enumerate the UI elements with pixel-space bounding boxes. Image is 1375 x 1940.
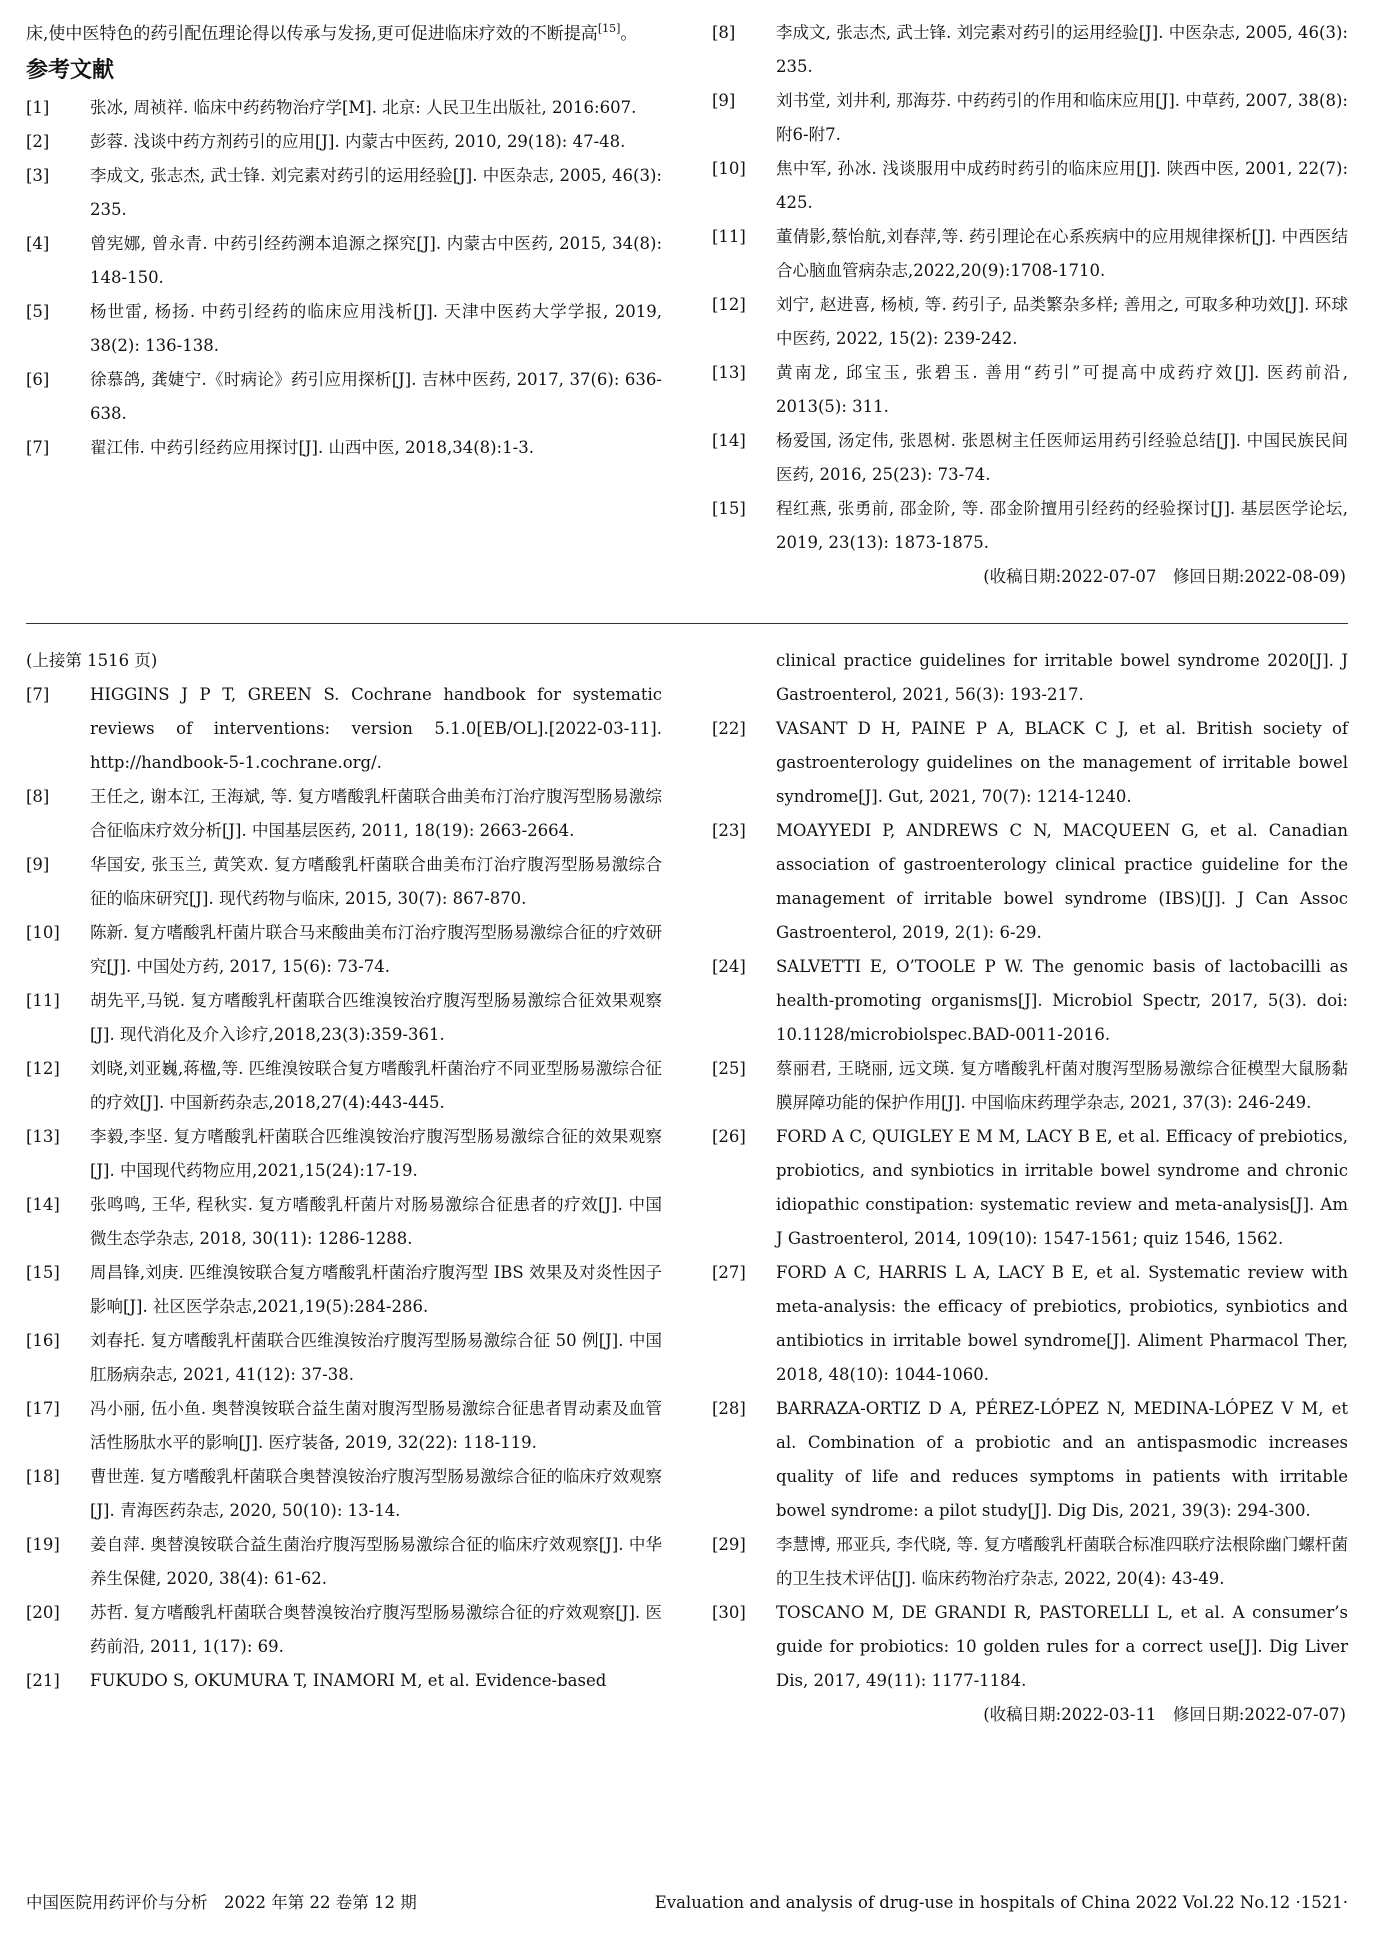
reference-item [712,814,1348,950]
reference-continuation: clinical practice guidelines for irritable bowel syndrome 2020[J]. J Gastroenterol, 2021, 56(3): 193-217. [776,651,1348,704]
reference-text: FUKUDO S, OKUMURA T, INAMORI M, et al. Evidence-based [90,1671,607,1690]
reference-text: 华国安, 张玉兰, 黄笑欢. 复方嗜酸乳杆菌联合曲美布汀治疗腹泻型肠易激综合征的临床研究[J]. 现代药物与临床, 2015, 30(7): 867-870. [90,855,662,908]
body-text: 床,使中医特色的药引配伍理论得以传承与发扬,更可促进临床疗效的不断提高 [26,24,598,44]
reference-number: [11] [712,227,746,246]
reference-item [26,1664,662,1698]
reference-item [26,916,662,984]
reference-number: [10] [26,923,60,942]
reference-text: 张鸣鸣, 王华, 程秋实. 复方嗜酸乳杆菌片对肠易激综合征患者的疗效[J]. 中国微生态学杂志, 2018, 30(11): 1286-1288. [90,1195,662,1248]
reference-text: 彭蓉. 浅谈中药方剂药引的应用[J]. 内蒙古中医药, 2010, 29(18): 47-48. [90,132,626,151]
reference-number: [12] [26,1059,60,1078]
reference-number: [18] [26,1467,60,1486]
reference-item [26,363,662,431]
reference-item [26,431,662,465]
reference-item [712,84,1348,152]
reference-item [712,220,1348,288]
reference-number: [22] [712,719,746,738]
reference-text: 杨爱国, 汤定伟, 张恩树. 张恩树主任医师运用药引经验总结[J]. 中国民族民间医药, 2016, 25(23): 73-74. [776,431,1348,484]
bottom-left-column [26,644,662,1698]
reference-item [26,1052,662,1120]
reference-item [26,91,662,125]
reference-number: [1] [26,98,50,117]
reference-text: 曹世莲. 复方嗜酸乳杆菌联合奥替溴铵治疗腹泻型肠易激综合征的临床疗效观察[J]. 青海医药杂志, 2020, 50(10): 13-14. [90,1467,662,1520]
reference-number: [17] [26,1399,60,1418]
reference-item [712,1120,1348,1256]
reference-list [712,16,1348,560]
reference-text: 焦中军, 孙冰. 浅谈服用中成药时药引的临床应用[J]. 陕西中医, 2001, 22(7): 425. [776,159,1348,212]
top-right-column [712,16,1348,594]
reference-number: [21] [26,1671,60,1690]
reference-item [26,780,662,848]
citation-superscript: [15] [597,22,621,35]
reference-text: 董倩影,蔡怡航,刘春萍,等. 药引理论在心系疾病中的应用规律探析[J]. 中西医结合心脑血管病杂志,2022,20(9):1708-1710. [776,227,1348,280]
reference-item [712,1596,1348,1698]
reference-number: [30] [712,1603,746,1622]
reference-list [26,678,662,1698]
reference-number: [2] [26,132,50,151]
reference-number: [12] [712,295,746,314]
reference-number: [24] [712,957,746,976]
reference-item [26,848,662,916]
reference-item [712,356,1348,424]
reference-number: [4] [26,234,50,253]
reference-text: 陈新. 复方嗜酸乳杆菌片联合马来酸曲美布汀治疗腹泻型肠易激综合征的疗效研究[J]. 中国处方药, 2017, 15(6): 73-74. [90,923,662,976]
reference-item [26,1324,662,1392]
reference-item [712,1256,1348,1392]
reference-number: [6] [26,370,50,389]
reference-text: HIGGINS J P T, GREEN S. Cochrane handbook for systematic reviews of interventions: version 5.1.0[EB/OL].[2022-03-11]. http://handbook-5-1.cochrane.org/. [90,685,662,772]
reference-item [712,1052,1348,1120]
reference-text: 张冰, 周祯祥. 临床中药药物治疗学[M]. 北京: 人民卫生出版社, 2016:607. [90,98,637,117]
references-heading: 参考文献 [26,58,115,83]
reference-text: 李成文, 张志杰, 武士锋. 刘完素对药引的运用经验[J]. 中医杂志, 2005, 46(3): 235. [776,23,1348,76]
reference-text: 刘宁, 赵进喜, 杨桢, 等. 药引子, 品类繁杂多样; 善用之, 可取多种功效[J]. 环球中医药, 2022, 15(2): 239-242. [776,295,1348,348]
reference-list [712,712,1348,1698]
reference-item [26,1528,662,1596]
reference-text: FORD A C, HARRIS L A, LACY B E, et al. Systematic review with meta-analysis: the efficacy of prebiotics, probiotics, synbiotics and antibiotics in irritable bowel syndrome[J]. Aliment Pharmacol Ther, 2018, 48(10): 1044-1060. [776,1263,1348,1384]
reference-text: VASANT D H, PAINE P A, BLACK C J, et al. British society of gastroenterology guidelines on the management of irritable bowel syndrome[J]. Gut, 2021, 70(7): 1214-1240. [776,719,1348,806]
reference-number: [10] [712,159,746,178]
reference-text: 胡先平,马锐. 复方嗜酸乳杆菌联合匹维溴铵治疗腹泻型肠易激综合征效果观察[J]. 现代消化及介入诊疗,2018,23(3):359-361. [90,991,662,1044]
reference-text: 姜自萍. 奥替溴铵联合益生菌治疗腹泻型肠易激综合征的临床疗效观察[J]. 中华养生保健, 2020, 38(4): 61-62. [90,1535,662,1588]
reference-item [26,1596,662,1664]
reference-number: [20] [26,1603,60,1622]
reference-item [26,1460,662,1528]
reference-item [26,1392,662,1460]
reference-number: [29] [712,1535,746,1554]
reference-text: 苏哲. 复方嗜酸乳杆菌联合奥替溴铵治疗腹泻型肠易激综合征的疗效观察[J]. 医药前沿, 2011, 1(17): 69. [90,1603,662,1656]
journal-name-cn: 中国医院用药评价与分析 2022 年第 22 卷第 12 期 [26,1893,417,1912]
reference-number: [3] [26,166,50,185]
reference-item [26,125,662,159]
reference-item [26,159,662,227]
received-revised-dates: (收稿日期:2022-03-11 修回日期:2022-07-07) [983,1705,1346,1724]
reference-text: BARRAZA-ORTIZ D A, PÉREZ-LÓPEZ N, MEDINA-LÓPEZ V M, et al. Combination of a probiotic and an antispasmodic increases quality of life and reduces symptoms in patients with irritable bowel syndrome: a pilot study[J]. Dig Dis, 2021, 39(3): 294-300. [776,1399,1348,1520]
reference-text: MOAYYEDI P, ANDREWS C N, MACQUEEN G, et al. Canadian association of gastroenterology clinical practice guideline for the management of irritable bowel syndrome (IBS)[J]. J Can Assoc Gastroenterol, 2019, 2(1): 6-29. [776,821,1348,942]
journal-name-en-page-number: Evaluation and analysis of drug-use in hospitals of China 2022 Vol.22 No.12 ·1521· [654,1893,1348,1912]
reference-item [712,152,1348,220]
reference-text: 杨世雷, 杨扬. 中药引经药的临床应用浅析[J]. 天津中医药大学学报, 2019, 38(2): 136-138. [90,302,662,355]
reference-number: [19] [26,1535,60,1554]
continued-from-note: (上接第 1516 页) [26,651,158,670]
body-paragraph [26,12,662,51]
reference-number: [5] [26,302,50,321]
top-left-column [26,12,662,465]
reference-number: [8] [712,23,736,42]
reference-number: [15] [26,1263,60,1282]
page-footer [26,1888,1348,1918]
reference-text: SALVETTI E, O’TOOLE P W. The genomic basis of lactobacilli as health-promoting organisms[J]. Microbiol Spectr, 2017, 5(3). doi: 10.1128/microbiolspec.BAD-0011-2016. [776,957,1348,1044]
reference-text: 李慧博, 邢亚兵, 李代晓, 等. 复方嗜酸乳杆菌联合标准四联疗法根除幽门螺杆菌的卫生技术评估[J]. 临床药物治疗杂志, 2022, 20(4): 43-49. [776,1535,1348,1588]
reference-number: [25] [712,1059,746,1078]
reference-text: 李成文, 张志杰, 武士锋. 刘完素对药引的运用经验[J]. 中医杂志, 2005, 46(3): 235. [90,166,662,219]
reference-number: [28] [712,1399,746,1418]
reference-number: [13] [26,1127,60,1146]
reference-number: [8] [26,787,50,806]
reference-text: 冯小丽, 伍小鱼. 奥替溴铵联合益生菌对腹泻型肠易激综合征患者胃动素及血管活性肠肽水平的影响[J]. 医疗装备, 2019, 32(22): 118-119. [90,1399,662,1452]
reference-text: 曾宪娜, 曾永青. 中药引经药溯本追源之探究[J]. 内蒙古中医药, 2015, 34(8): 148-150. [90,234,662,287]
reference-number: [26] [712,1127,746,1146]
reference-number: [9] [712,91,736,110]
reference-text: 李毅,李坚. 复方嗜酸乳杆菌联合匹维溴铵治疗腹泻型肠易激综合征的效果观察[J]. 中国现代药物应用,2021,15(24):17-19. [90,1127,662,1180]
reference-item [712,492,1348,560]
reference-number: [9] [26,855,50,874]
reference-number: [27] [712,1263,746,1282]
reference-list [26,91,662,465]
reference-item [26,678,662,780]
reference-number: [16] [26,1331,60,1350]
reference-item [712,1528,1348,1596]
reference-item [712,288,1348,356]
reference-text: 刘晓,刘亚巍,蒋楹,等. 匹维溴铵联合复方嗜酸乳杆菌治疗不同亚型肠易激综合征的疗效[J]. 中国新药杂志,2018,27(4):443-445. [90,1059,662,1112]
section-divider [26,623,1348,624]
reference-number: [7] [26,685,50,704]
reference-text: 刘春托. 复方嗜酸乳杆菌联合匹维溴铵治疗腹泻型肠易激综合征 50 例[J]. 中国肛肠病杂志, 2021, 41(12): 37-38. [90,1331,662,1384]
reference-text: 蔡丽君, 王晓丽, 远文瑛. 复方嗜酸乳杆菌对腹泻型肠易激综合征模型大鼠肠黏膜屏障功能的保护作用[J]. 中国临床药理学杂志, 2021, 37(3): 246-249. [776,1059,1348,1112]
reference-item [712,424,1348,492]
reference-item [712,1392,1348,1528]
reference-text: FORD A C, QUIGLEY E M M, LACY B E, et al. Efficacy of prebiotics, probiotics, and synbiotics in irritable bowel syndrome and chronic idiopathic constipation: systematic review and meta-analysis[J]. Am J Gastroenterol, 2014, 109(10): 1547-1561; quiz 1546, 1562. [776,1127,1348,1248]
reference-number: [11] [26,991,60,1010]
reference-number: [13] [712,363,746,382]
reference-item [26,984,662,1052]
reference-item [26,1120,662,1188]
reference-item [712,712,1348,814]
reference-number: [14] [26,1195,60,1214]
received-revised-dates: (收稿日期:2022-07-07 修回日期:2022-08-09) [983,567,1346,586]
reference-text: 王任之, 谢本江, 王海斌, 等. 复方嗜酸乳杆菌联合曲美布汀治疗腹泻型肠易激综合征临床疗效分析[J]. 中国基层医药, 2011, 18(19): 2663-2664. [90,787,662,840]
reference-item [712,950,1348,1052]
reference-item [26,295,662,363]
reference-number: [15] [712,499,746,518]
reference-item [712,16,1348,84]
bottom-right-column [712,644,1348,1732]
reference-text: 刘书堂, 刘井利, 那海芬. 中药药引的作用和临床应用[J]. 中草药, 2007, 38(8): 附6-附7. [776,91,1348,144]
body-end: 。 [620,24,638,44]
reference-item [26,1188,662,1256]
reference-text: TOSCANO M, DE GRANDI R, PASTORELLI L, et al. A consumer’s guide for probiotics: 10 golden rules for a correct use[J]. Dig Liver Dis, 2017, 49(11): 1177-1184. [776,1603,1348,1690]
reference-text: 程红燕, 张勇前, 邵金阶, 等. 邵金阶擅用引经药的经验探讨[J]. 基层医学论坛, 2019, 23(13): 1873-1875. [776,499,1348,552]
reference-number: [23] [712,821,746,840]
reference-number: [7] [26,438,50,457]
reference-text: 周昌锋,刘庚. 匹维溴铵联合复方嗜酸乳杆菌治疗腹泻型 IBS 效果及对炎性因子影响[J]. 社区医学杂志,2021,19(5):284-286. [90,1263,662,1316]
reference-item [26,227,662,295]
reference-text: 徐慕鸽, 龚婕宁.《时病论》药引应用探析[J]. 吉林中医药, 2017, 37(6): 636-638. [90,370,662,423]
reference-text: 黄南龙, 邱宝玉, 张碧玉. 善用“药引”可提高中成药疗效[J]. 医药前沿, 2013(5): 311. [776,363,1348,416]
reference-item [26,1256,662,1324]
reference-text: 翟江伟. 中药引经药应用探讨[J]. 山西中医, 2018,34(8):1-3. [90,438,534,457]
reference-number: [14] [712,431,746,450]
